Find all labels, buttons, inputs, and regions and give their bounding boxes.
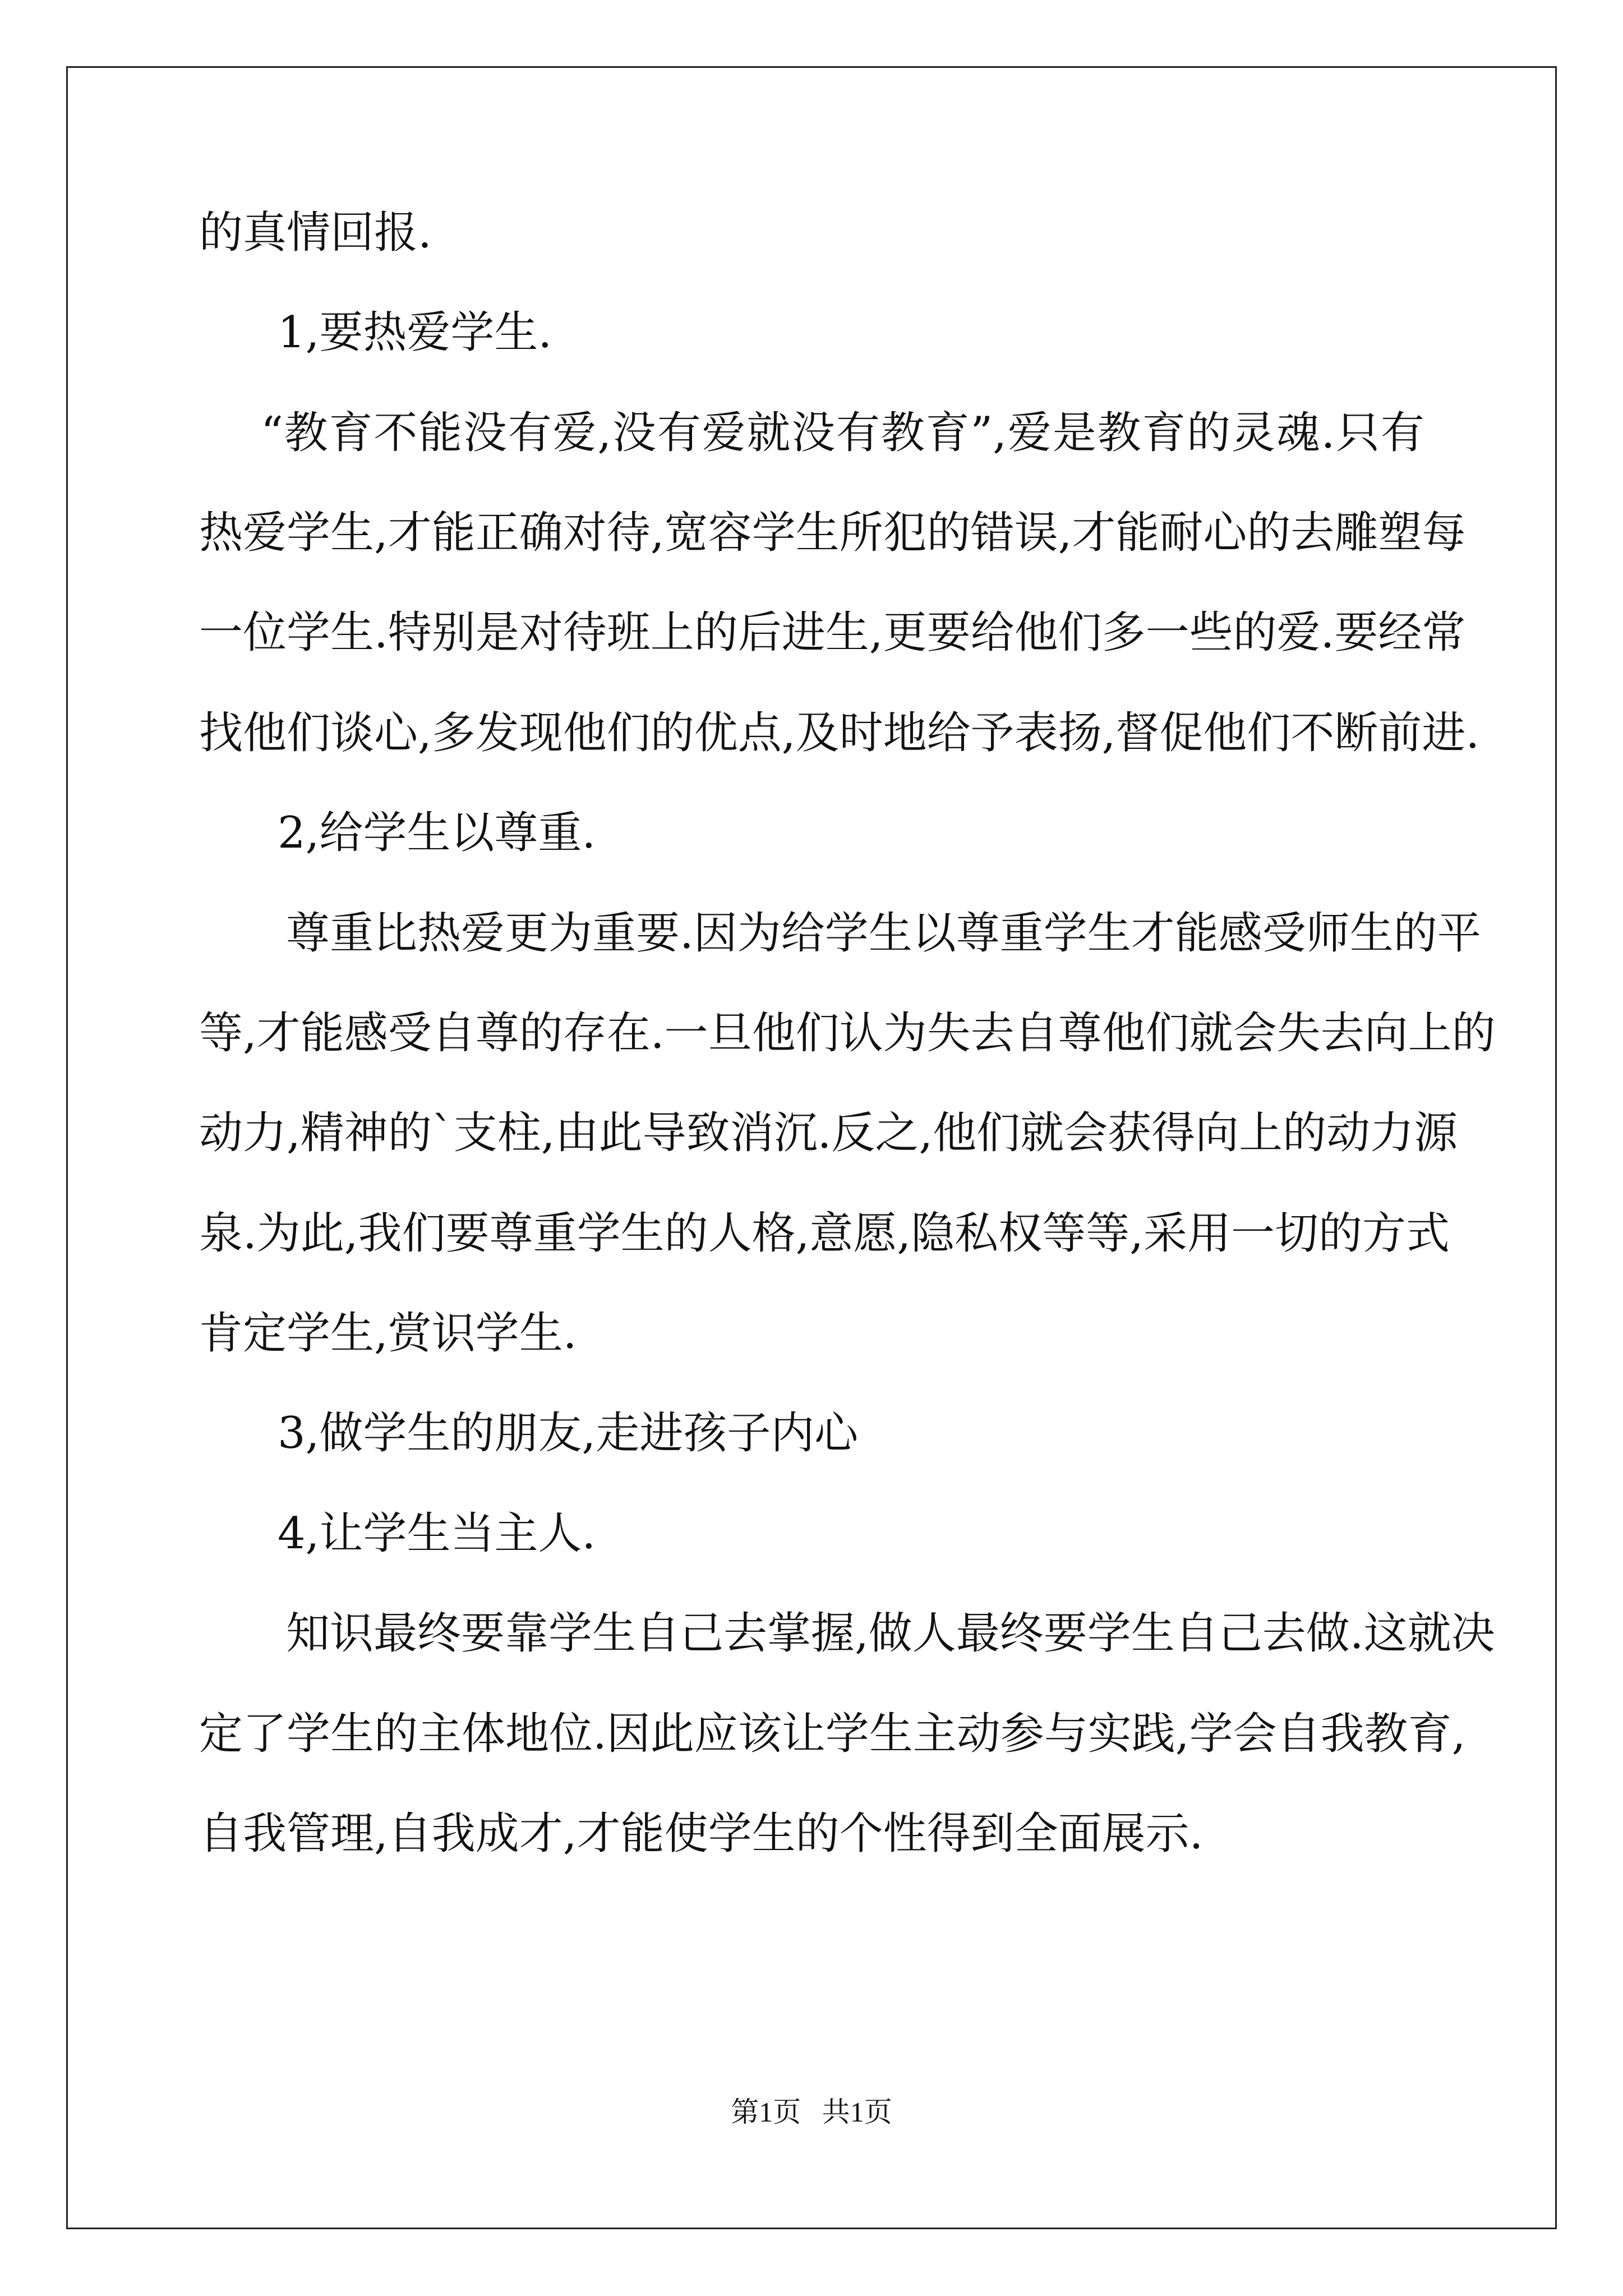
text-line: 热爱学生,才能正确对待,宽容学生所犯的错误,才能耐心的去雕塑每 (199, 508, 1466, 558)
section-heading: 1,要热爱学生. (278, 307, 552, 358)
section-heading: 2,给学生以尊重. (278, 808, 596, 858)
text-line: 自我管理,自我成才,才能使学生的个性得到全面展示. (199, 1809, 1204, 1859)
text-line: 知识最终要靠学生自己去掌握,做人最终要学生自己去做.这就决 (286, 1608, 1495, 1659)
section-heading: 3,做学生的朋友,走进孩子内心 (278, 1408, 859, 1458)
text-line: 一位学生.特别是对待班上的后进生,更要给他们多一些的爱.要经常 (199, 608, 1466, 658)
text-line: 等,才能感受自尊的存在.一旦他们认为失去自尊他们就会失去向上的 (199, 1008, 1496, 1059)
text-line: 肯定学生,赏识学生. (199, 1308, 577, 1359)
page-footer (0, 2092, 1623, 2132)
text-line: “教育不能没有爱,没有爱就没有教育”,爱是教育的灵魂.只有 (261, 408, 1424, 458)
text-line: 尊重比热爱更为重要.因为给学生以尊重学生才能感受师生的平 (286, 908, 1481, 959)
text-line: 泉.为此,我们要尊重学生的人格,意愿,隐私权等等,采用一切的方式 (199, 1208, 1450, 1259)
page-number: 第1页 共1页 (731, 2096, 892, 2128)
text-line: 定了学生的主体地位.因此应该让学生主动参与实践,学会自我教育, (199, 1709, 1466, 1759)
section-heading: 4,让学生当主人. (278, 1508, 596, 1559)
text-line: 找他们谈心,多发现他们的优点,及时地给予表扬,督促他们不断前进. (199, 708, 1480, 758)
text-line: 动力,精神的`支柱,由此导致消沉.反之,他们就会获得向上的动力源 (199, 1108, 1458, 1158)
text-line: 的真情回报. (199, 208, 432, 258)
